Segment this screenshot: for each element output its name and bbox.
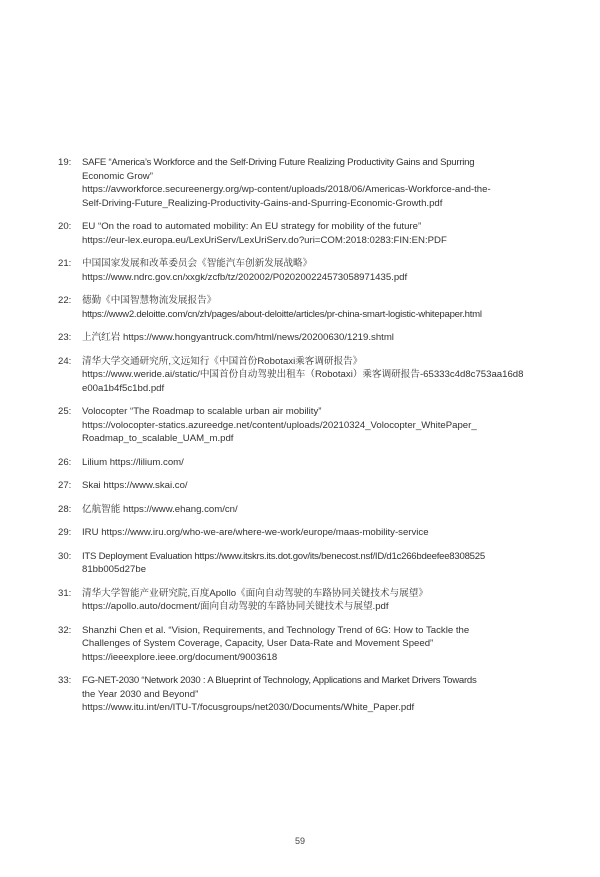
- reference-url[interactable]: https://www.ndrc.gov.cn/xxgk/zcfb/tz/202002/P020200224573058971435.pdf: [82, 271, 408, 283]
- reference-line: 亿航智能 https://www.ehang.com/cn/: [82, 503, 238, 515]
- reference-number: 21:: [58, 258, 72, 269]
- reference-line: IRU https://www.iru.org/who-we-are/where-we-work/europe/maas-mobility-service: [82, 527, 429, 538]
- reference-text: [82, 156, 542, 210]
- reference-line: EU “On the road to automated mobility: An EU strategy for mobility of the future”: [82, 221, 422, 232]
- reference-item: [58, 405, 542, 446]
- reference-item: [58, 220, 542, 247]
- reference-number: 27:: [58, 480, 72, 491]
- reference-url[interactable]: https://volocopter-statics.azureedge.net/content/uploads/20210324_Volocopter_WhitePaper_: [82, 419, 477, 431]
- reference-number: 20:: [58, 221, 72, 232]
- reference-number: 25:: [58, 406, 72, 417]
- reference-text: [82, 550, 542, 577]
- reference-number: 19:: [58, 157, 72, 168]
- reference-item: [58, 674, 542, 715]
- reference-text: [82, 257, 542, 284]
- reference-item: [58, 624, 542, 665]
- reference-text: [82, 674, 542, 715]
- reference-text: [82, 220, 542, 247]
- reference-item: [58, 331, 542, 345]
- reference-text: [82, 479, 542, 493]
- reference-text: [82, 503, 542, 517]
- reference-line: 上汽红岩 https://www.hongyantruck.com/html/news/20200630/1219.shtml: [82, 332, 394, 343]
- reference-item: [58, 503, 542, 517]
- reference-item: [58, 257, 542, 284]
- reference-line: Shanzhi Chen et al. “Vision, Requirements, and Technology Trend of 6G: How to Tackle the: [82, 624, 470, 636]
- reference-line: Challenges of System Coverage, Capacity, User Data-Rate and Movement Speed”: [82, 638, 434, 649]
- reference-line: Lilium https://lilium.com/: [82, 456, 184, 468]
- reference-line: ITS Deployment Evaluation https://www.itskrs.its.dot.gov/its/benecost.nsf/ID/d1c266bdeefee8308525: [82, 550, 485, 562]
- reference-line: FG-NET-2030 “Network 2030 : A Blueprint of Technology, Applications and Market Drivers Towards: [82, 675, 477, 686]
- reference-number: 33:: [58, 675, 72, 686]
- reference-text: [82, 405, 542, 446]
- reference-line: SAFE “America’s Workforce and the Self-Driving Future Realizing Productivity Gains and Spurring: [82, 157, 475, 168]
- reference-line: 中国国家发展和改革委员会《智能汽车创新发展战略》: [82, 258, 313, 269]
- reference-line: e00a1b4f5c1bd.pdf: [82, 382, 165, 394]
- reference-line: 清华大学智能产业研究院,百度Apollo《面向自动驾驶的车路协同关键技术与展望》: [82, 587, 428, 599]
- reference-url[interactable]: https://www.weride.ai/static/中国首份自动驾驶出租车（Robotaxi）乘客调研报告-65333c4d8c753aa16d8: [82, 369, 524, 380]
- reference-url[interactable]: https://www.itu.int/en/ITU-T/focusgroups/net2030/Documents/White_Paper.pdf: [82, 702, 415, 713]
- reference-url[interactable]: https://eur-lex.europa.eu/LexUriServ/LexUriServ.do?uri=COM:2018:0283:FIN:EN:PDF: [82, 234, 447, 246]
- reference-item: [58, 526, 542, 540]
- reference-url[interactable]: https://apollo.auto/docment/面向自动驾驶的车路协同关键技术与展望.pdf: [82, 601, 389, 612]
- page-number: 59: [294, 836, 305, 846]
- reference-url[interactable]: https://www2.deloitte.com/cn/zh/pages/about-deloitte/articles/pr-china-smart-logistic-whitepaper.html: [82, 308, 482, 320]
- reference-item: [58, 294, 542, 321]
- reference-line: Economic Grow”: [82, 170, 153, 182]
- reference-number: 31:: [58, 587, 72, 599]
- reference-text: [82, 624, 542, 665]
- reference-item: [58, 550, 542, 577]
- reference-item: [58, 456, 542, 470]
- reference-text: [82, 331, 542, 345]
- reference-url[interactable]: https://avworkforce.secureenergy.org/wp-content/uploads/2018/06/Americas-Workforce-and-the-: [82, 184, 491, 195]
- reference-line: the Year 2030 and Beyond”: [82, 688, 199, 700]
- reference-number: 28:: [58, 503, 72, 515]
- reference-item: [58, 587, 542, 614]
- reference-line: Skai https://www.skai.co/: [82, 480, 188, 491]
- reference-text: [82, 526, 542, 540]
- reference-item: [58, 355, 542, 396]
- reference-line: Roadmap_to_scalable_UAM_m.pdf: [82, 433, 234, 444]
- reference-text: [82, 294, 542, 321]
- reference-item: [58, 479, 542, 493]
- reference-line: 德勤《中国智慧物流发展报告》: [82, 295, 217, 306]
- reference-number: 22:: [58, 295, 72, 306]
- reference-line: Self-Driving-Future_Realizing-Productivity-Gains-and-Spurring-Economic-Growth.pdf: [82, 197, 443, 209]
- reference-item: [58, 156, 542, 210]
- reference-number: 29:: [58, 527, 72, 538]
- reference-list: [58, 156, 542, 715]
- reference-text: [82, 456, 542, 470]
- reference-line: 81bb005d27be: [82, 564, 147, 575]
- reference-text: [82, 355, 542, 396]
- reference-text: [82, 587, 542, 614]
- reference-line: Volocopter “The Roadmap to scalable urban air mobility”: [82, 406, 322, 417]
- reference-line: 清华大学交通研究所,文远知行《中国首份Robotaxi乘客调研报告》: [82, 355, 363, 367]
- reference-number: 32:: [58, 624, 72, 636]
- reference-number: 24:: [58, 355, 72, 367]
- reference-number: 26:: [58, 456, 72, 468]
- reference-number: 30:: [58, 550, 72, 562]
- reference-number: 23:: [58, 332, 72, 343]
- reference-url[interactable]: https://ieeexplore.ieee.org/document/9003618: [82, 651, 278, 663]
